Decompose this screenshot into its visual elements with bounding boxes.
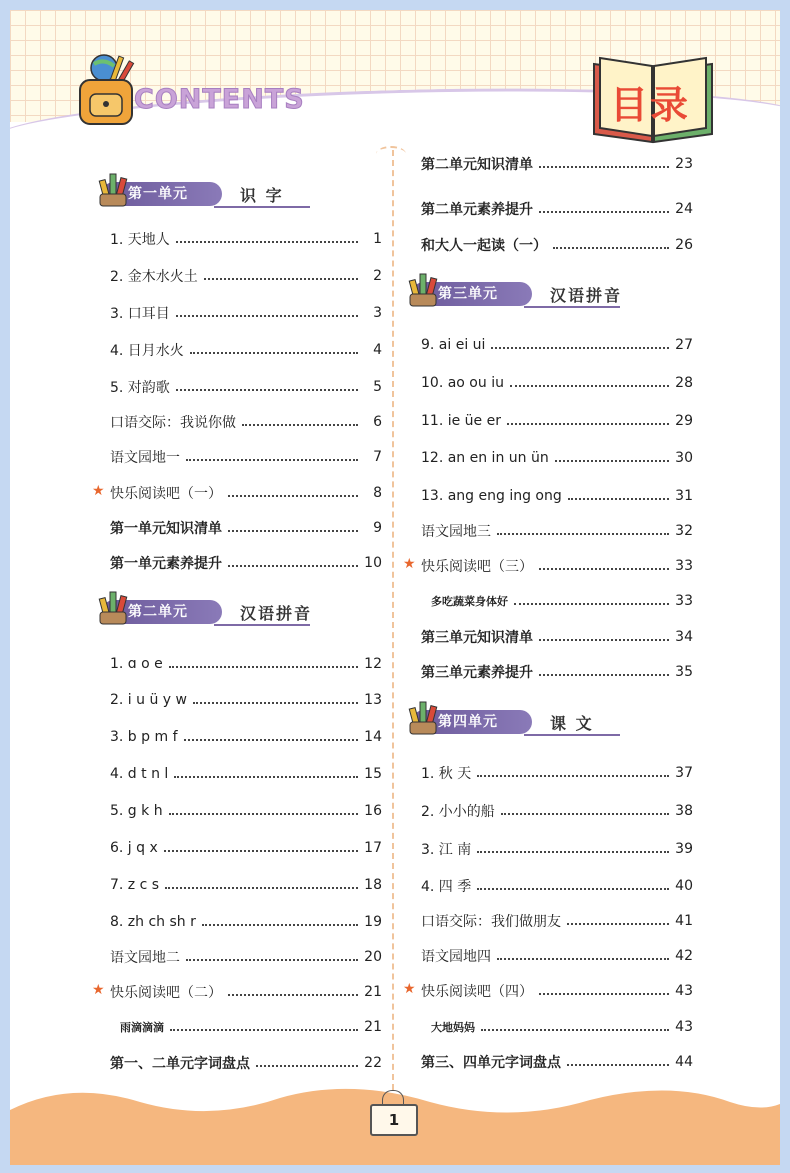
unit-header	[96, 178, 326, 208]
toc-entry[interactable]	[110, 911, 382, 933]
entry-page: 32	[675, 523, 693, 539]
entry-label: 3. b p m f	[110, 729, 178, 745]
toc-entry[interactable]	[421, 1051, 693, 1073]
backpack-icon	[70, 50, 142, 128]
toc-entry[interactable]	[110, 517, 382, 539]
unit-underline	[524, 306, 620, 308]
toc-entry[interactable]	[421, 1016, 693, 1038]
unit-title: 识 字	[240, 186, 284, 205]
toc-entry[interactable]	[421, 661, 693, 683]
entry-page: 40	[675, 878, 693, 894]
leader-dots	[242, 424, 358, 426]
leader-dots	[567, 923, 669, 925]
toc-entry[interactable]	[110, 411, 382, 433]
entry-label: 第三单元知识清单	[421, 630, 533, 646]
leader-dots	[202, 924, 358, 926]
entry-label: 2. i u ü y w	[110, 692, 187, 708]
entry-label: 1. 秋 天	[421, 766, 472, 782]
entry-page: 27	[675, 337, 693, 353]
toc-entry[interactable]	[110, 302, 382, 324]
entry-page: 38	[675, 803, 693, 819]
leader-dots	[477, 775, 669, 777]
entry-label: 8. zh ch sh r	[110, 914, 196, 930]
entry-page: 4	[373, 342, 382, 358]
entry-page: 23	[675, 156, 693, 172]
leader-dots	[553, 247, 669, 249]
entry-label: 13. ang eng ing ong	[421, 488, 562, 504]
leader-dots	[170, 1029, 358, 1031]
entry-label: 2. 小小的船	[421, 804, 495, 820]
pencil-icon	[96, 166, 130, 208]
entry-page: 2	[373, 268, 382, 284]
entry-page: 30	[675, 450, 693, 466]
entry-label: 快乐阅读吧（四）	[421, 984, 533, 1000]
leader-dots	[193, 702, 358, 704]
entry-page: 28	[675, 375, 693, 391]
entry-page: 5	[373, 379, 382, 395]
entry-label: 雨滴滴滴	[120, 1021, 164, 1034]
leader-dots	[568, 498, 669, 500]
entry-label: 10. ao ou iu	[421, 375, 504, 391]
toc-entry[interactable]	[421, 485, 693, 507]
leader-dots	[510, 385, 669, 387]
entry-page: 6	[373, 414, 382, 430]
leader-dots	[501, 813, 669, 815]
entry-label: 语文园地二	[110, 950, 180, 966]
toc-entry[interactable]	[110, 1052, 382, 1074]
toc-entry[interactable]	[421, 590, 693, 612]
toc-page	[10, 10, 780, 1165]
leader-dots	[176, 315, 358, 317]
entry-page: 44	[675, 1054, 693, 1070]
entry-page: 39	[675, 841, 693, 857]
entry-label: 快乐阅读吧（一）	[110, 486, 222, 502]
entry-page: 12	[364, 656, 382, 672]
star-icon: ★	[403, 981, 416, 997]
entry-label: 12. an en in un ün	[421, 450, 549, 466]
leader-dots	[204, 278, 358, 280]
entry-label: 5. 对韵歌	[110, 380, 170, 396]
entry-page: 9	[373, 520, 382, 536]
entry-label: 9. ai ei ui	[421, 337, 486, 353]
leader-dots	[165, 887, 358, 889]
entry-page: 20	[364, 949, 382, 965]
toc-entry[interactable]	[421, 945, 693, 967]
unit-name: 第四单元	[438, 714, 498, 730]
toc-entry[interactable]	[421, 980, 693, 1002]
leader-dots	[497, 958, 669, 960]
entry-page: 21	[364, 984, 382, 1000]
leader-dots	[228, 994, 358, 996]
pencil-icon	[406, 266, 440, 308]
leader-dots	[174, 776, 358, 778]
entry-label: 4. 日月水火	[110, 343, 184, 359]
toc-entry[interactable]	[110, 874, 382, 896]
toc-entry[interactable]	[110, 446, 382, 468]
leader-dots	[539, 993, 669, 995]
toc-entry[interactable]	[110, 689, 382, 711]
entry-page: 15	[364, 766, 382, 782]
leader-dots	[539, 639, 669, 641]
leader-dots	[186, 959, 358, 961]
toc-entry[interactable]	[421, 198, 693, 220]
leader-dots	[555, 460, 669, 462]
entry-label: 3. 江 南	[421, 842, 472, 858]
toc-entry[interactable]	[110, 837, 382, 859]
entry-label: 7. z c s	[110, 877, 160, 893]
entry-page: 41	[675, 913, 693, 929]
toc-entry[interactable]	[110, 981, 382, 1003]
entry-label: 大地妈妈	[431, 1021, 475, 1034]
divider-cap	[376, 146, 406, 162]
entry-page: 13	[364, 692, 382, 708]
entry-label: 和大人一起读（一）	[421, 238, 547, 254]
toc-entry[interactable]	[110, 726, 382, 748]
contents-heading: CONTENTS	[134, 84, 305, 115]
toc-entry[interactable]	[110, 376, 382, 398]
page-number: 1	[370, 1104, 418, 1136]
entry-page: 18	[364, 877, 382, 893]
entry-page: 31	[675, 488, 693, 504]
leader-dots	[176, 389, 358, 391]
unit-title: 汉语拼音	[550, 286, 623, 305]
entry-page: 37	[675, 765, 693, 781]
entry-label: 第一、二单元字词盘点	[110, 1056, 250, 1072]
unit-name: 第一单元	[128, 186, 188, 202]
unit-header	[96, 596, 326, 626]
entry-label: 第三、四单元字词盘点	[421, 1055, 561, 1071]
leader-dots	[164, 850, 358, 852]
entry-label: 11. ie üe er	[421, 413, 501, 429]
entry-page: 33	[675, 558, 693, 574]
entry-page: 1	[373, 231, 382, 247]
leader-dots	[176, 241, 358, 243]
entry-label: 快乐阅读吧（三）	[421, 559, 533, 575]
entry-label: 4. 四 季	[421, 879, 472, 895]
entry-label: 语文园地四	[421, 949, 491, 965]
entry-label: 6. j q x	[110, 840, 158, 856]
entry-page: 34	[675, 629, 693, 645]
column-divider	[392, 150, 394, 1090]
entry-label: 语文园地一	[110, 450, 180, 466]
star-icon: ★	[403, 556, 416, 572]
entry-page: 7	[373, 449, 382, 465]
entry-label: 第一单元知识清单	[110, 521, 222, 537]
entry-page: 43	[675, 1019, 693, 1035]
toc-entry[interactable]	[421, 520, 693, 542]
entry-label: 1. 天地人	[110, 232, 170, 248]
leader-dots	[186, 459, 358, 461]
entry-label: 3. 口耳目	[110, 306, 170, 322]
toc-entry[interactable]	[421, 838, 693, 860]
entry-label: 快乐阅读吧（二）	[110, 985, 222, 1001]
unit-header	[406, 278, 636, 308]
entry-page: 8	[373, 485, 382, 501]
unit-name: 第三单元	[438, 286, 498, 302]
leader-dots	[539, 166, 669, 168]
toc-entry[interactable]	[421, 153, 693, 175]
star-icon: ★	[92, 483, 105, 499]
entry-label: 第三单元素养提升	[421, 665, 533, 681]
unit-name: 第二单元	[128, 604, 188, 620]
entry-label: 第二单元知识清单	[421, 157, 533, 173]
unit-underline	[214, 206, 310, 208]
unit-title: 课 文	[550, 714, 594, 733]
entry-label: 第一单元素养提升	[110, 556, 222, 572]
entry-page: 43	[675, 983, 693, 999]
toc-title: 目录	[610, 82, 691, 127]
leader-dots	[491, 347, 669, 349]
leader-dots	[228, 495, 358, 497]
entry-label: 5. g k h	[110, 803, 163, 819]
toc-entry[interactable]	[110, 763, 382, 785]
toc-entry[interactable]	[110, 228, 382, 250]
entry-page: 16	[364, 803, 382, 819]
entry-page: 14	[364, 729, 382, 745]
entry-label: 1. ɑ o e	[110, 656, 163, 672]
entry-page: 42	[675, 948, 693, 964]
star-icon: ★	[92, 982, 105, 998]
leader-dots	[481, 1029, 669, 1031]
toc-entry[interactable]	[110, 1016, 382, 1038]
entry-label: 第二单元素养提升	[421, 202, 533, 218]
leader-dots	[497, 533, 669, 535]
toc-entry[interactable]	[421, 910, 693, 932]
entry-page: 26	[675, 237, 693, 253]
leader-dots	[539, 674, 669, 676]
entry-label: 口语交际：我们做朋友	[421, 914, 561, 930]
toc-entry[interactable]	[110, 339, 382, 361]
leader-dots	[190, 352, 358, 354]
entry-label: 多吃蔬菜身体好	[431, 595, 508, 608]
toc-entry[interactable]	[421, 410, 693, 432]
leader-dots	[169, 666, 358, 668]
leader-dots	[567, 1064, 669, 1066]
entry-page: 21	[364, 1019, 382, 1035]
leader-dots	[256, 1065, 358, 1067]
leader-dots	[228, 565, 358, 567]
tag-string	[382, 1090, 404, 1105]
toc-entry[interactable]	[110, 552, 382, 574]
toc-entry[interactable]	[421, 875, 693, 897]
toc-entry[interactable]	[421, 762, 693, 784]
toc-entry[interactable]	[110, 265, 382, 287]
toc-entry[interactable]	[421, 334, 693, 356]
entry-label: 4. d t n l	[110, 766, 169, 782]
unit-underline	[524, 734, 620, 736]
unit-title: 汉语拼音	[240, 604, 313, 623]
toc-entry[interactable]	[421, 626, 693, 648]
entry-label: 口语交际：我说你做	[110, 415, 236, 431]
entry-page: 29	[675, 413, 693, 429]
leader-dots	[539, 568, 669, 570]
leader-dots	[477, 851, 669, 853]
leader-dots	[184, 739, 359, 741]
leader-dots	[477, 888, 669, 890]
toc-entry[interactable]	[421, 555, 693, 577]
entry-page: 17	[364, 840, 382, 856]
toc-entry[interactable]	[110, 946, 382, 968]
toc-entry[interactable]	[421, 800, 693, 822]
toc-entry[interactable]	[421, 447, 693, 469]
entry-page: 33	[675, 593, 693, 609]
entry-page: 35	[675, 664, 693, 680]
leader-dots	[539, 211, 669, 213]
toc-entry[interactable]	[421, 372, 693, 394]
toc-entry[interactable]	[421, 234, 693, 256]
toc-entry[interactable]	[110, 482, 382, 504]
entry-label: 语文园地三	[421, 524, 491, 540]
pencil-icon	[96, 584, 130, 626]
toc-entry[interactable]	[110, 653, 382, 675]
entry-page: 19	[364, 914, 382, 930]
unit-underline	[214, 624, 310, 626]
leader-dots	[169, 813, 358, 815]
entry-page: 3	[373, 305, 382, 321]
unit-header	[406, 706, 636, 736]
pencil-icon	[406, 694, 440, 736]
entry-label: 2. 金木水火土	[110, 269, 198, 285]
entry-page: 10	[364, 555, 382, 571]
leader-dots	[507, 423, 669, 425]
entry-page: 22	[364, 1055, 382, 1071]
entry-page: 24	[675, 201, 693, 217]
leader-dots	[514, 603, 669, 605]
toc-entry[interactable]	[110, 800, 382, 822]
leader-dots	[228, 530, 358, 532]
